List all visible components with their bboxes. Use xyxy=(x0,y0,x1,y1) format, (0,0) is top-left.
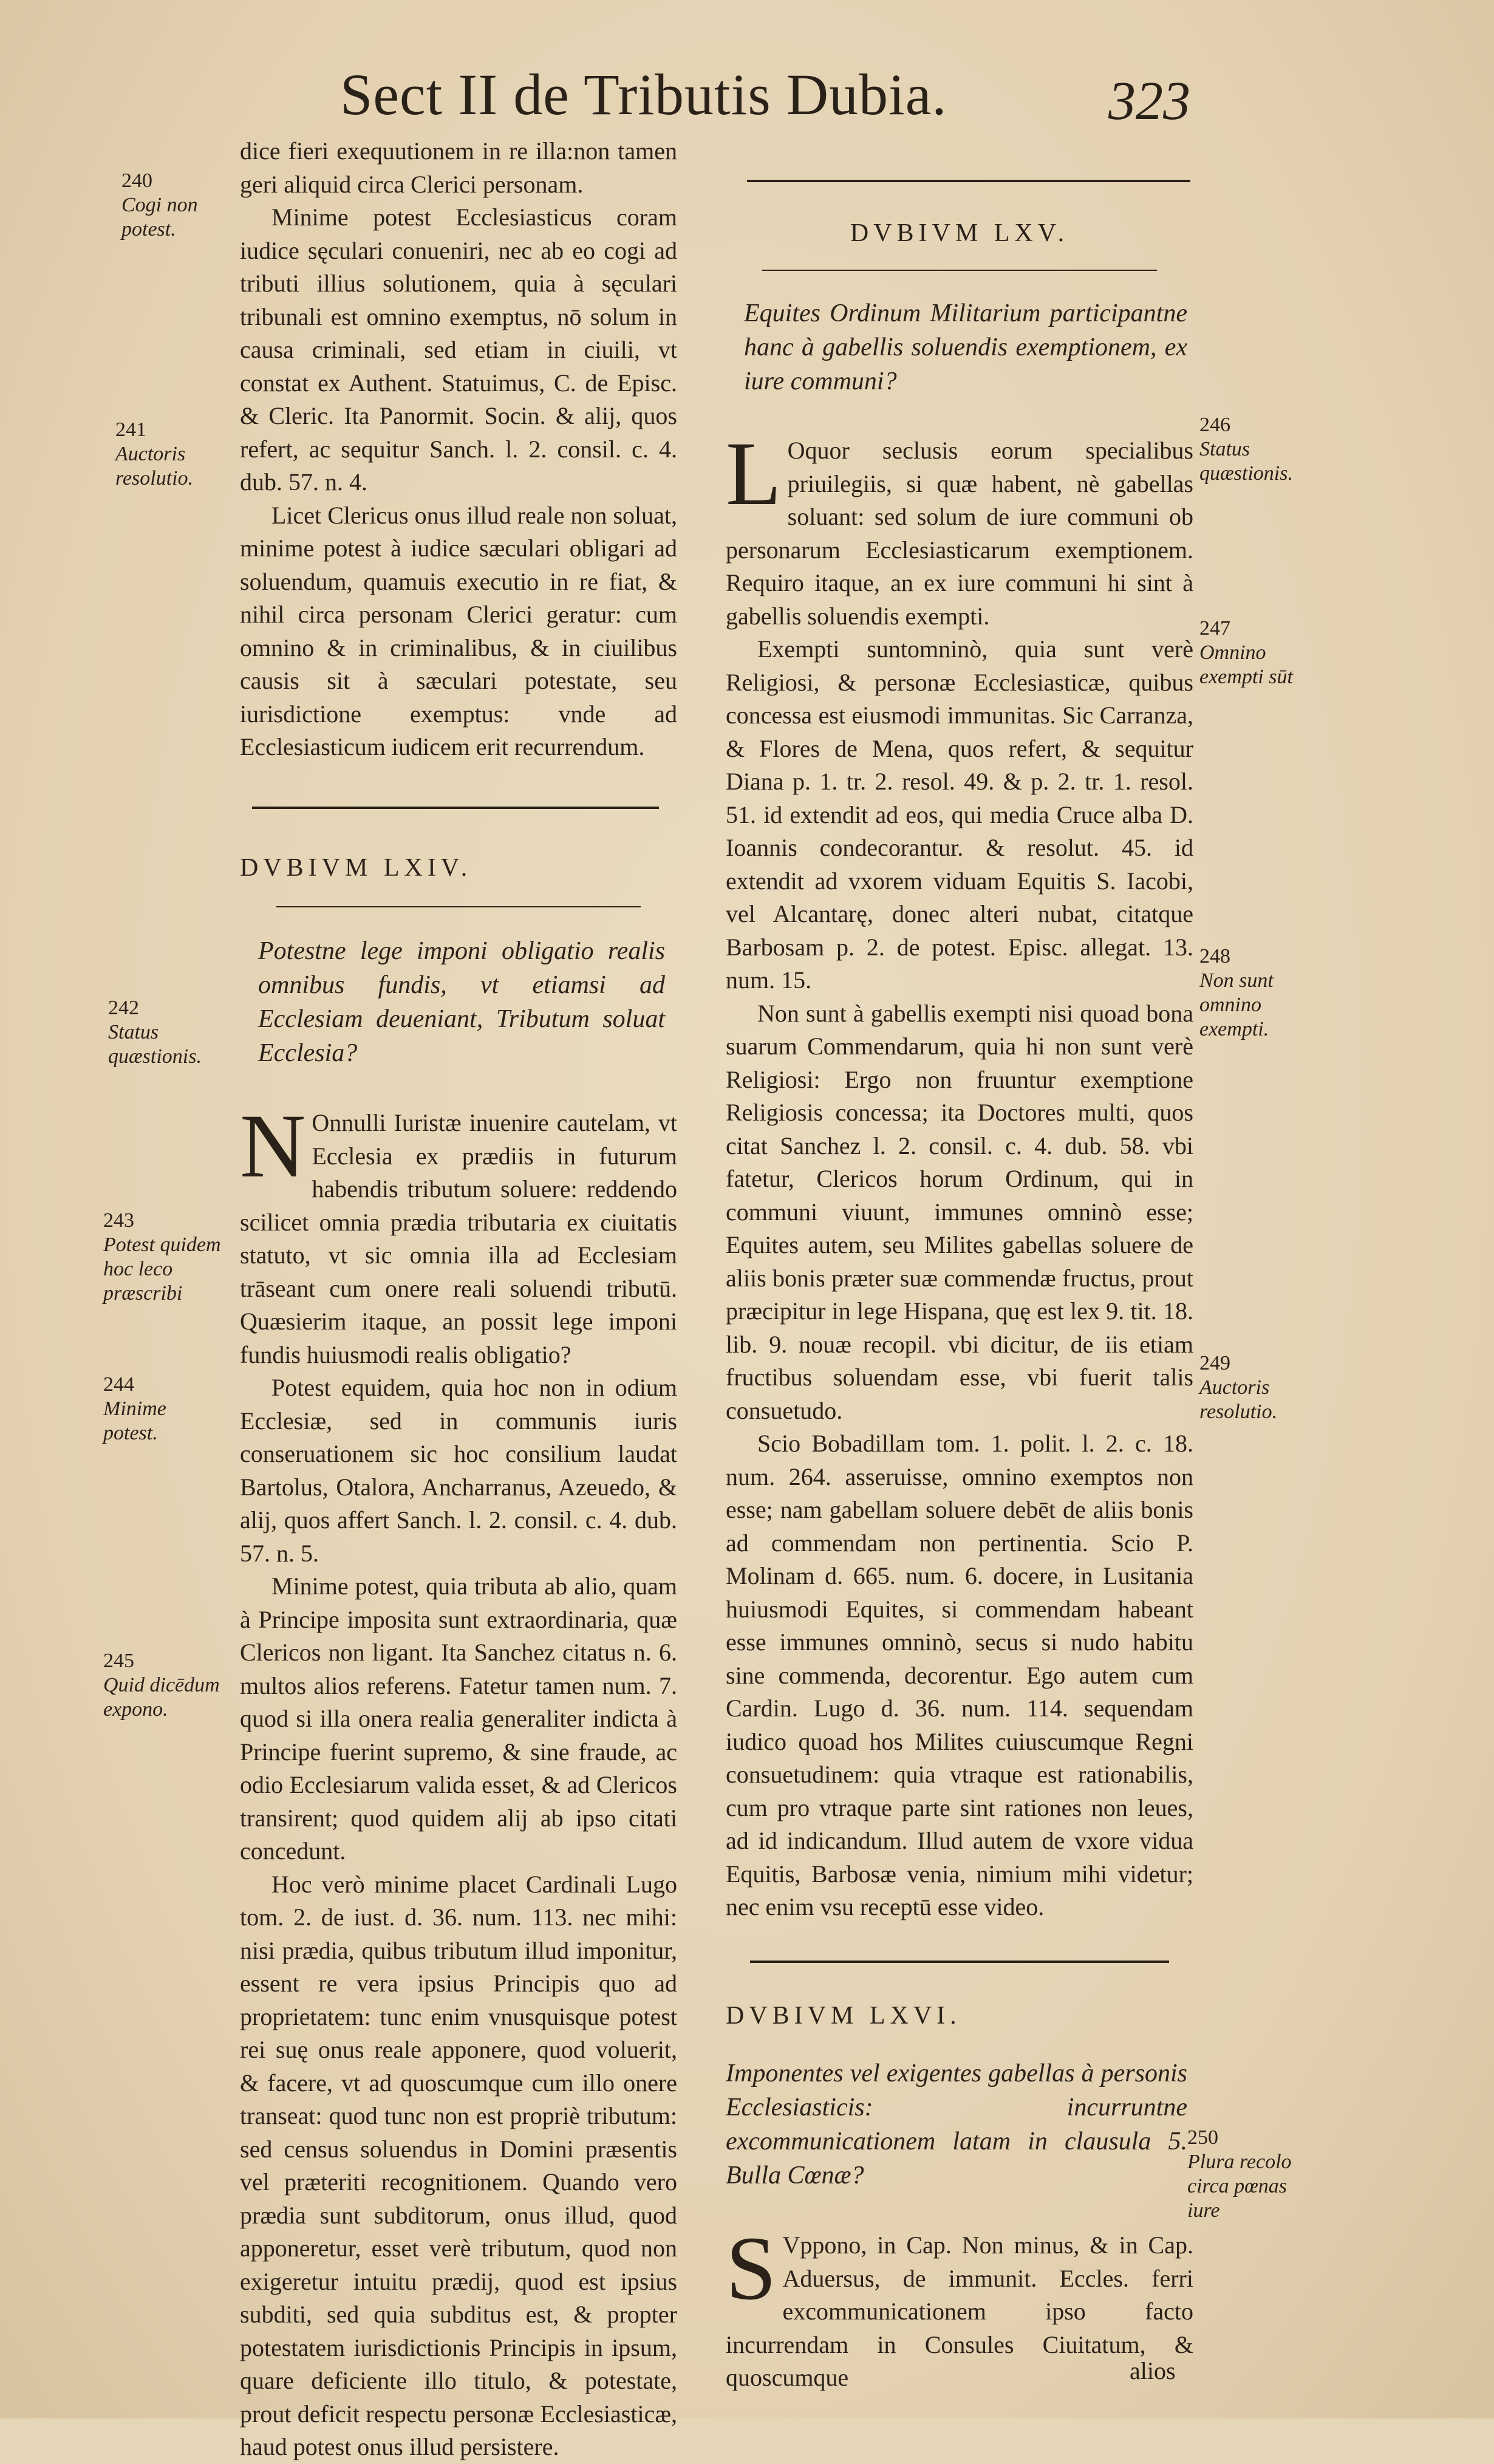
paragraph: Minime potest, quia tributa ab alio, quam à Principe imposita sunt extraordinaria, quæ Clericos non ligant. Ita Sanchez citatus n. 6. multos alios referens. Fatetur tamen num. 7. quod si illa onera realia generaliter indicta à Principe fuerint supremo, & sine fraude, ac odio Ecclesiarum valida esset, & ad Clericos transirent; quod quidem alij ab ipso citati concedunt. xyxy=(240,1572,677,1865)
dubium-65-heading-block xyxy=(726,219,1193,424)
dubium-question: Imponentes vel exigentes gabellas à personis Ecclesiasticis: incurruntne excommunicationem latam in clausula 5. Bulla Cœnæ? xyxy=(726,2060,1187,2189)
margin-note-244 xyxy=(103,1373,225,1445)
note-number: 242 xyxy=(108,997,139,1019)
note-number: 249 xyxy=(1199,1352,1230,1374)
note-number: 248 xyxy=(1199,945,1230,968)
dubium-heading: DVBIVM LXVI. xyxy=(726,2001,961,2030)
margin-note-242 xyxy=(108,996,230,1069)
paragraph: Exempti suntomninò, quia sunt verè Religiosi, & personæ Ecclesiasticæ, quibus concessa est eiusmodi immunitas. Sic Carranza, & Flores de Mena, quos refert, & sequitur Diana p. 1. tr. 2. resol. 49. & p. 2. tr. 1. resol. 51. id extendit ad eos, qui media Cruce alba D. Ioannis condecorantur. & resolut. 45. id extendit ad vxorem viduam Equitis S. Iacobi, vel Alcantarę, donec alteri nubat, citatque Barbosam p. 2. de potest. Episc. allegat. 13. num. 15. xyxy=(726,635,1193,994)
margin-note-246 xyxy=(1199,413,1309,486)
margin-note-243 xyxy=(103,1209,228,1306)
catchword: alios xyxy=(1130,2357,1176,2384)
section-divider xyxy=(762,270,1157,271)
note-number: 244 xyxy=(103,1373,134,1396)
note-text: Plura recolo circa pœnas iure xyxy=(1187,2151,1292,2222)
paragraph: Scio Bobadillam tom. 1. polit. l. 2. c. 18. num. 264. asseruisse, omnino exemptos non esse; nam gabellam soluere debēt de aliis bonis ad commendam non pertinentia. Scio P. Molinam d. 665. num. 6. docere, in Lusitania huiusmodi Equites, si commendam habeant esse immunes omninò, secus si nudo habitu sine commenda, decorentur. Ego autem cum Cardin. Lugo d. 36. num. 114. sequendam iudico quoad hos Milites cuiuscumque Regni consuetudinem: quia vtraque est rationabilis, cum pro vtraque parte sint rationes non leues, ad id indicandum. Illud autem de vxore vidua Equitis, Barbosæ venia, nimium mihi videtur; nec enim vsu receptū esse video. xyxy=(726,1430,1193,1920)
paragraph: dice fieri exequutionem in re illa:non tamen geri aliquid circa Clerici personam. xyxy=(240,137,677,198)
dubium-heading: DVBIVM LXIV. xyxy=(240,853,472,882)
note-text: Status quæstionis. xyxy=(108,1021,202,1068)
note-text: Potest quidem hoc leco præscribi xyxy=(103,1234,221,1305)
running-head: Sect II de Tributis Dubia. xyxy=(340,62,947,127)
drop-cap: L xyxy=(726,423,782,524)
paragraph xyxy=(726,423,1193,633)
margin-note-240 xyxy=(121,169,234,242)
paragraph: Hoc verò minime placet Cardinali Lugo tom. 2. de iust. d. 36. num. 113. nec mihi: nisi prædia, quibus tributum illud imponitur, essent re vera ipsius Principis quo ad proprietatem: tunc enim vnusquisque potest rei suę onus reale apponere, quod voluerit, & facere, vt ad quoscumque cum illo onere transeat: quod tunc non est propriè tributum: sed census soluendus in Domini præsentis vel præteriti recognitionem. Quando vero prædia sunt subditorum, onus illud, quod apponeretur, esset verè tributum, quod non exigeretur intuitu prædij, quod est ipsius subditi, sed quia subditus est, & propter potestatem iurisdictionis Principis in ipsum, quare deficiente illo titulo, & potestate, prout deficit respectu personæ Ecclesiasticæ, haud potest onus illud persistere. xyxy=(240,1870,677,2460)
section-divider xyxy=(276,906,641,907)
paragraph-text: Onnulli Iuristæ inuenire cautelam, vt Ecclesia ex prædiis in futurum habendis tributum soluere: reddendo scilicet omnia prædia tributaria ex ciuitatis statuto, vt sic omnia illa ad Ecclesiam trāseant cum onere reali soluendi tributū. Quæsierim itaque, an possit lege imponi fundis huiusmodi realis obligatio? xyxy=(240,1109,677,1368)
note-number: 247 xyxy=(1199,617,1230,640)
margin-note-250 xyxy=(1187,2126,1303,2223)
section-divider xyxy=(747,180,1190,182)
paragraph-text: Vppono, in Cap. Non minus, & in Cap. Aduersus, de immunit. Eccles. ferri excommunicationem ipso facto incurrendam in Consules Ciuitatum, & quoscumque xyxy=(726,2231,1193,2391)
paragraph: Licet Clericus onus illud reale non soluat, minime potest à iudice sæculari obligari ad soluendum, quamuis executio in re fiat, & nihil circa personam Clerici geratur: cum omnino & in criminalibus, & in ciuilibus causis sit à sæculari potestate, seu iurisdictione exemptus: vnde ad Ecclesiasticum iudicem erit recurrendum. xyxy=(240,501,677,760)
margin-note-249 xyxy=(1199,1351,1309,1424)
note-text: Non sunt omnino exempti. xyxy=(1199,969,1274,1040)
note-text: Minime potest. xyxy=(103,1398,166,1444)
paragraph: Minime potest Ecclesiasticus coram iudice sęculari conueniri, nec ab eo cogi ad tributi illius solutionem, quia à sęculari tribunali est omnino exemptus, nō solum in causa criminali, sed etiam in ciuili, vt constat ex Authent. Statuimus, C. de Episc. & Cleric. Ita Panormit. Socin. & alij, quos refert, ac sequitur Sanch. l. 2. consil. c. 4. dub. 57. n. 4. xyxy=(240,203,677,496)
paragraph: Non sunt à gabellis exempti nisi quoad bona suarum Commendarum, quia hi non sunt verè Religiosi: Ergo non fruuntur exemptione Religiosis concessa; ita Doctores multi, quos citat Sanchez l. 2. consil. c. 4. dub. 58. vbi fatetur, Clericos horum Ordinum, qui in communi viuunt, immunes omninò esse; Equites autem, seu Milites gabellas soluere de aliis bonis præter suæ commendæ fructus, prout præcipitur in lege Hispana, quę est lex 9. tit. 18. lib. 9. nouæ recopil. vbi dicitur, de iis etiam fructibus soluendam esse, vbi fuerit talis consuetudo. xyxy=(726,999,1193,1424)
note-text: Status quæstionis. xyxy=(1199,438,1293,485)
left-column xyxy=(240,135,677,2464)
note-text: Omnino exempti sūt xyxy=(1199,641,1293,688)
note-text: Auctoris resolutio. xyxy=(115,443,194,490)
note-text: Auctoris resolutio. xyxy=(1199,1376,1278,1423)
note-number: 240 xyxy=(121,169,152,192)
page-number: 323 xyxy=(1108,71,1190,131)
paragraph xyxy=(726,2218,1193,2395)
drop-cap: N xyxy=(240,1096,306,1196)
note-text: Cogi non potest. xyxy=(121,194,198,241)
note-number: 241 xyxy=(115,418,146,441)
note-number: 243 xyxy=(103,1209,134,1232)
dubium-question: Equites Ordinum Militarium participantne hanc à gabellis soluendis exemptionem, ex iure communi? xyxy=(744,299,1187,395)
margin-note-241 xyxy=(115,418,228,491)
section-divider xyxy=(252,807,659,809)
margin-note-247 xyxy=(1199,616,1309,689)
note-number: 245 xyxy=(103,1650,134,1672)
right-column-upper xyxy=(726,423,1193,2395)
margin-note-248 xyxy=(1199,944,1309,1042)
dubium-question: Potestne lege imponi obligatio realis omnibus fundis, vt etiamsi ad Ecclesiam deueniant, Tributum soluat Ecclesia? xyxy=(258,937,665,1067)
paragraph xyxy=(240,1096,677,1371)
section-divider xyxy=(750,1961,1169,1963)
dubium-heading: DVBIVM LXV. xyxy=(850,219,1069,247)
margin-note-245 xyxy=(103,1649,225,1722)
paragraph-text: Oquor seclusis eorum specialibus priuilegiis, si quæ habent, nè gabellas soluant: sed solum de iure communi ob personarum Ecclesiasticarum exemptionem. Requiro itaque, an ex iure communi hi sint à gabellis soluendis exempti. xyxy=(726,437,1193,630)
note-text: Quid dicēdum expono. xyxy=(103,1674,220,1721)
paragraph: Potest equidem, quia hoc non in odium Ecclesiæ, sed in communis iuris conseruationem sic hoc consilium laudat Bartolus, Otalora, Ancharranus, Azeuedo, & alij, quos affert Sanch. l. 2. consil. c. 4. dub. 57. n. 5. xyxy=(240,1374,677,1567)
note-number: 246 xyxy=(1199,414,1230,436)
drop-cap: S xyxy=(726,2218,777,2319)
note-number: 250 xyxy=(1187,2126,1218,2149)
